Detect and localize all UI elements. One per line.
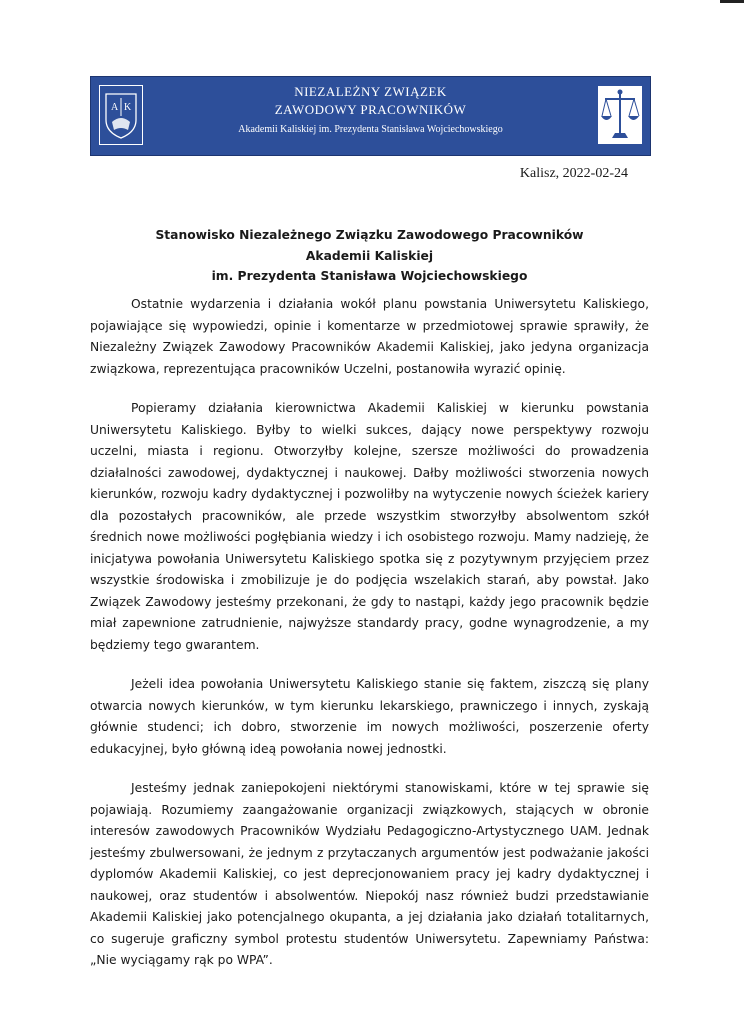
title-line3: im. Prezydenta Stanisława Wojciechowskiego bbox=[211, 269, 528, 283]
document-body bbox=[90, 294, 649, 990]
body-paragraph-1: Ostatnie wydarzenia i działania wokół planu powstania Uniwersytetu Kaliskiego, pojawiające się wypowiedzi, opinie i komentarze w przedmiotowej sprawie sprawiły, że Niezależny Związek Zawodowy Pracowników Akademii Kaliskiej, jako jedyna organizacja związkowa, reprezentująca pracowników Uczelni, postanowiła wyrazić opinię. bbox=[90, 297, 649, 376]
union-header-banner bbox=[90, 76, 651, 156]
union-name-line1: NIEZALEŻNY ZWIĄZEK bbox=[294, 84, 447, 99]
scales-of-justice-icon bbox=[598, 86, 642, 144]
title-line1: Stanowisko Niezależnego Związku Zawodowego Pracowników bbox=[155, 228, 584, 242]
svg-text:A: A bbox=[111, 102, 119, 113]
scan-edge-mark bbox=[720, 0, 744, 3]
document-date: Kalisz, 2022-02-24 bbox=[519, 166, 628, 181]
akademia-kaliska-crest-icon bbox=[99, 85, 143, 145]
document-title bbox=[90, 225, 649, 287]
body-paragraph-3: Jeżeli idea powołania Uniwersytetu Kaliskiego stanie się faktem, ziszczą się plany otwarcia nowych kierunków, w tym kierunku lekarskiego, prawniczego i innych, zyskają głównie studenci; ich dobro, stworzenie im nowych możliwości, poszerzenie oferty edukacyjnej, było główną ideą powołania nowej jednostki. bbox=[90, 677, 649, 756]
body-paragraph-2: Popieramy działania kierownictwa Akademii Kaliskiej w kierunku powstania Uniwersytetu Kaliskiego. Byłby to wielki sukces, dający nowe perspektywy rozwoju uczelni, miasta i regionu. Otworzyłby kolejne, szersze możliwości do prowadzenia działalności zawodowej, dydaktycznej i naukowej. Dałby możliwości stworzenia nowych kierunków, rozwoju kadry dydaktycznej i pozwoliłby na wytyczenie nowych ścieżek kariery dla pozostałych pracowników, ale przede wszystkim stworzyłby absolwentom szkół średnich nowe możliwości pogłębiania wiedzy i ich osobistego rozwoju. Mamy nadzieję, że inicjatywa powołania Uniwersytetu Kaliskiego spotka się z pozytywnym przyjęciem przez wszystkie środowiska i zmobilizuje je do podjęcia wszelakich starań, aby powstał. Jako Związek Zawodowy jesteśmy przekonani, że gdy to nastąpi, każdy jego pracownik będzie miał zapewnione zatrudnienie, najwyższe standardy pracy, godne wynagrodzenie, a my będziemy tego gwarantem. bbox=[90, 401, 649, 652]
title-line2: Akademii Kaliskiej bbox=[305, 248, 434, 263]
union-name-line2: ZAWODOWY PRACOWNIKÓW bbox=[274, 102, 467, 117]
svg-text:K: K bbox=[124, 102, 132, 113]
body-paragraph-4: Jesteśmy jednak zaniepokojeni niektórymi stanowiskami, które w tej sprawie się pojawiają. Rozumiemy zaangażowanie organizacji związkowych, stających w obronie interesów zawodowych Pracowników Wydziału Pedagogiczno-Artystycznego UAM. Jednak jesteśmy zbulwersowani, że jednym z przytaczanych argumentów jest podważanie jakości dyplomów Akademii Kaliskiej, co jest deprecjonowaniem pracy jej kadry dydaktycznej i naukowej, oraz studentów i absolwentów. Niepokój nasz również budzi przedstawianie Akademii Kaliskiej jako potencjalnego okupanta, a jej działania jako działań totalitarnych, co sugeruje graficzny symbol protestu studentów Uniwersytetu. Zapewniamy Państwa: „Nie wyciągamy rąk po WPA”. bbox=[90, 781, 649, 967]
union-name-line3: Akademii Kaliskiej im. Prezydenta Stanisława Wojciechowskiego bbox=[238, 124, 503, 135]
